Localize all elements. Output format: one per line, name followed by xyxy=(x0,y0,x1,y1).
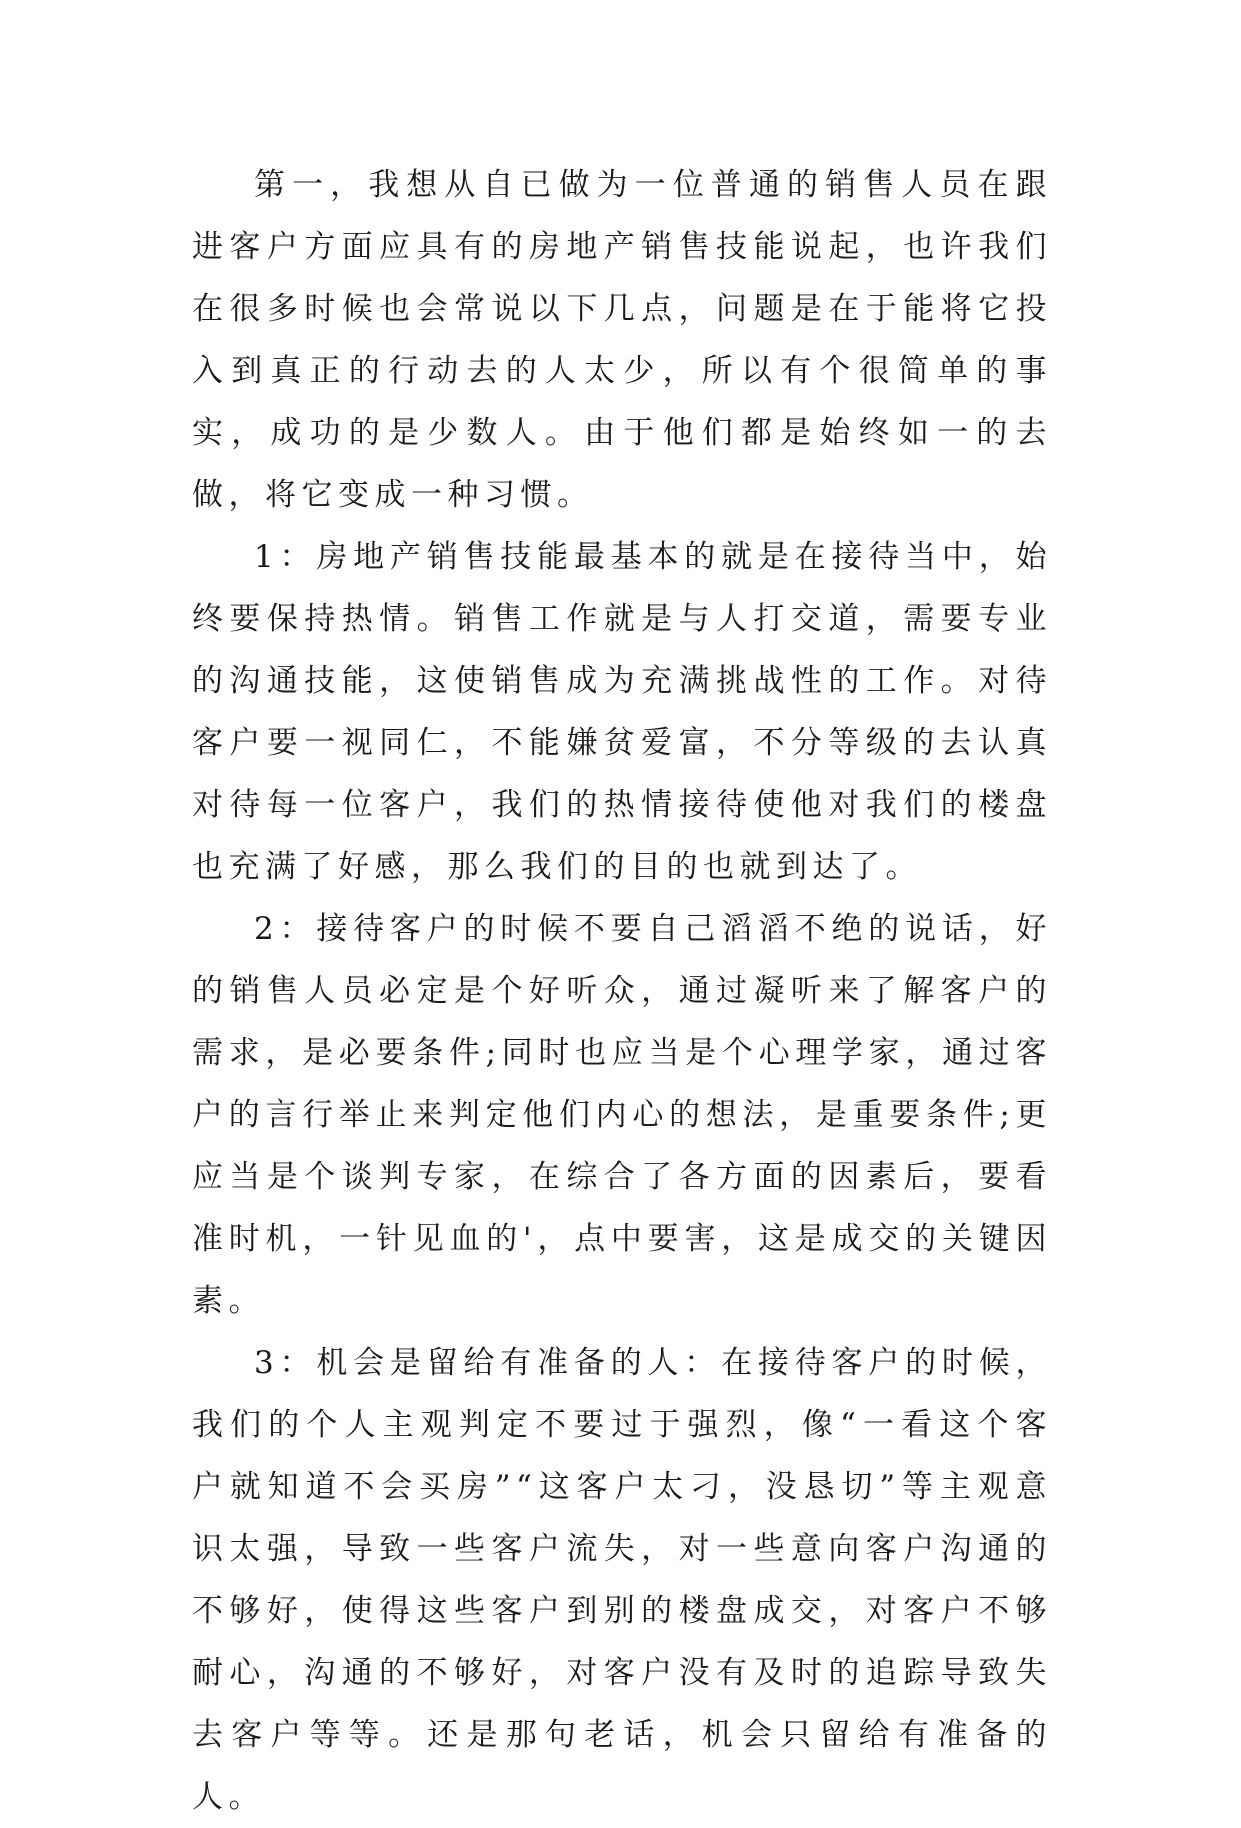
paragraph-point-3: 3：机会是留给有准备的人：在接待客户的时候，我们的个人主观判定不要过于强烈，像“一看这个客户就知道不会买房”“这客户太刁，没恳切”等主观意识太强，导致一些客户流失，对一些意向客户沟通的不够好，使得这些客户到别的楼盘成交，对客户不够耐心，沟通的不够好，对客户没有及时的追踪导致失去客户等等。还是那句老话，机会只留给有准备的人。 xyxy=(192,1345,1052,1815)
paragraph-intro: 第一，我想从自已做为一位普通的销售人员在跟进客户方面应具有的房地产销售技能说起，也许我们在很多时候也会常说以下几点，问题是在于能将它投入到真正的行动去的人太少，所以有个很简单的事实，成功的是少数人。由于他们都是始终如一的去做，将它变成一种习惯。 xyxy=(192,167,1052,513)
paragraph-point-1: 1：房地产销售技能最基本的就是在接待当中，始终要保持热情。销售工作就是与人打交道，需要专业的沟通技能，这使销售成为充满挑战性的工作。对待客户要一视同仁，不能嫌贫爱富，不分等级的去认真对待每一位客户，我们的热情接待使他对我们的楼盘也充满了好感，那么我们的目的也就到达了。 xyxy=(192,539,1052,885)
document-body xyxy=(192,154,1052,1828)
paragraph-point-2: 2：接待客户的时候不要自己滔滔不绝的说话，好的销售人员必定是个好听众，通过凝听来了解客户的需求，是必要条件;同时也应当是个心理学家，通过客户的言行举止来判定他们内心的想法，是重要条件;更应当是个谈判专家，在综合了各方面的因素后，要看准时机，一针见血的'，点中要害，这是成交的关键因素。 xyxy=(192,911,1052,1319)
